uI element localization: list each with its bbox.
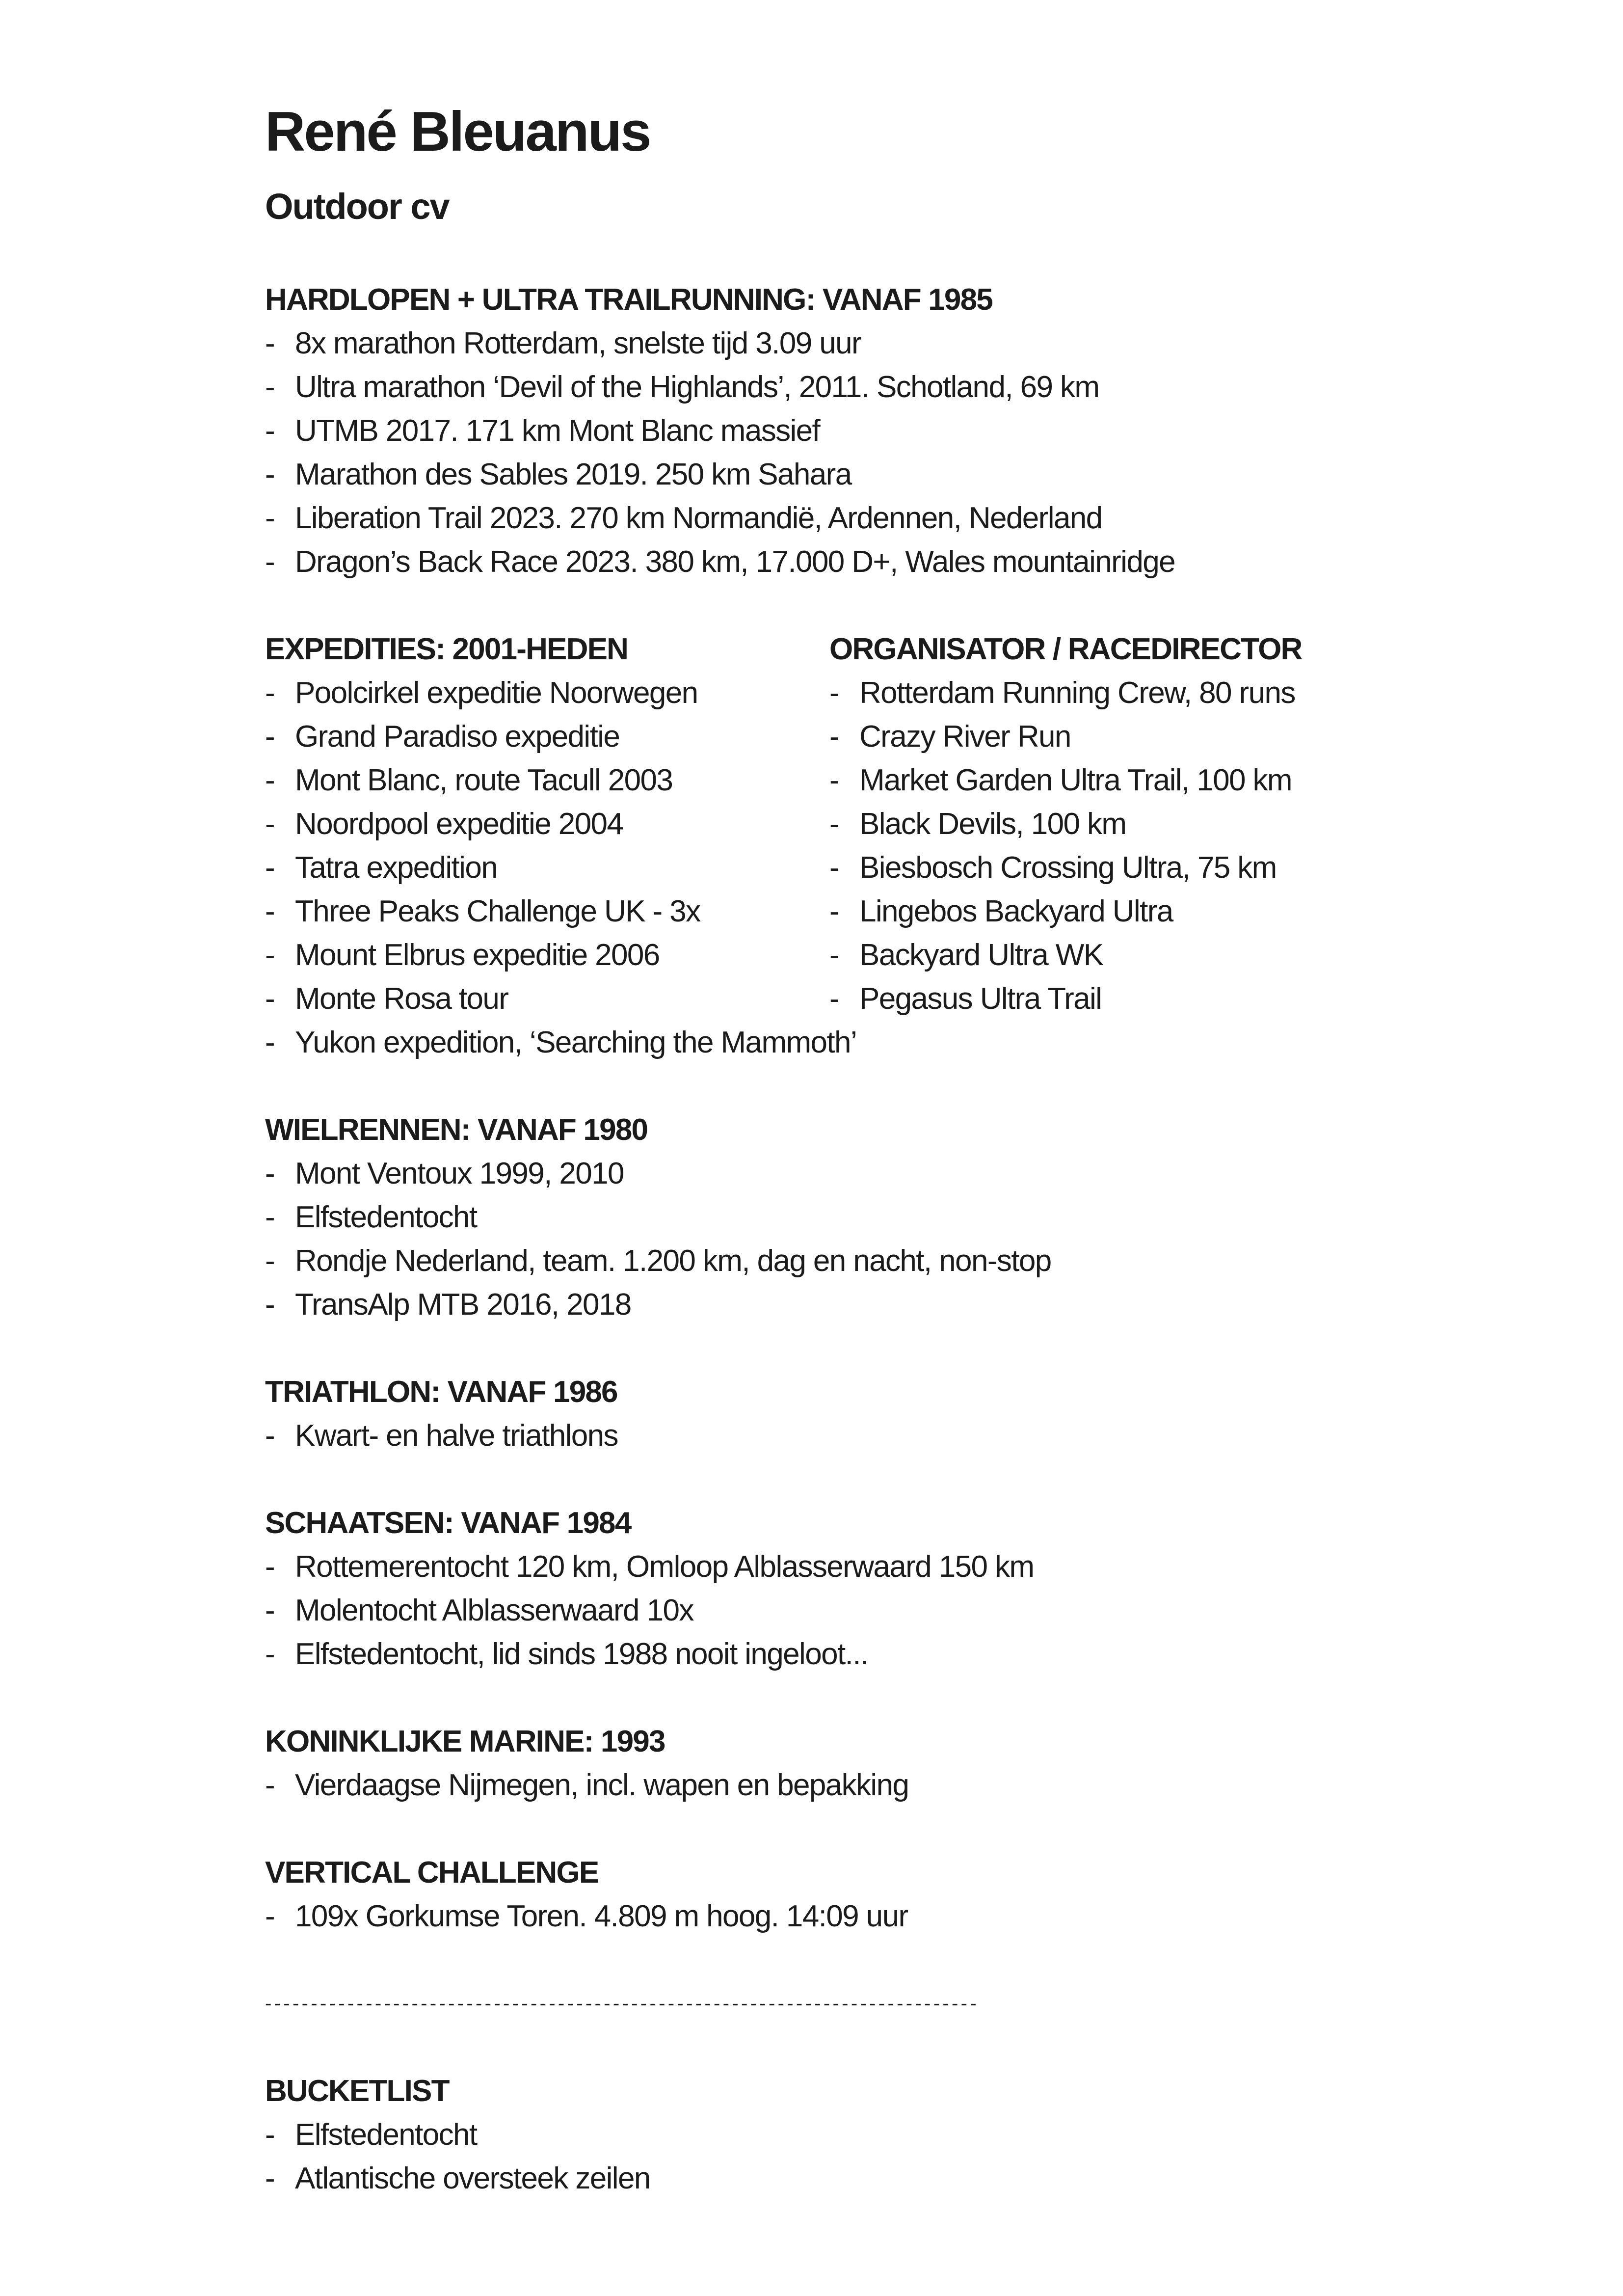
- section-schaatsen-item: [265, 1632, 868, 1676]
- section-wielrennen-heading: WIELRENNEN: VANAF 1980: [265, 1113, 648, 1147]
- section-expedities-heading: EXPEDITIES: 2001-HEDEN: [265, 632, 628, 666]
- section-expedities-item: [265, 1021, 857, 1064]
- list-item-text: Atlantische oversteek zeilen: [295, 2161, 650, 2195]
- section-koninklijke-marine-heading: KONINKLIJKE MARINE: 1993: [265, 1725, 665, 1758]
- bullet-dash: -: [265, 1288, 275, 1322]
- bullet-dash: -: [265, 370, 275, 404]
- section-schaatsen-item: [265, 1545, 1034, 1589]
- bullet-dash: -: [265, 1594, 275, 1627]
- bullet-dash: -: [265, 1768, 275, 1802]
- bullet-dash: -: [265, 458, 275, 491]
- bullet-dash: -: [265, 894, 275, 928]
- section-wielrennen-item: [265, 1195, 477, 1239]
- bullet-dash: -: [265, 326, 275, 360]
- list-item-text: UTMB 2017. 171 km Mont Blanc massief: [295, 414, 820, 448]
- list-item-text: Poolcirkel expeditie Noorwegen: [295, 676, 698, 710]
- bullet-dash: -: [829, 676, 839, 710]
- bullet-dash: -: [265, 763, 275, 797]
- list-item-text: Elfstedentocht: [295, 2118, 477, 2152]
- section-organisator-item: [829, 715, 1071, 758]
- bullet-dash: -: [265, 1244, 275, 1278]
- list-item-text: Yukon expedition, ‘Searching the Mammoth’: [295, 1026, 857, 1059]
- section-triathlon-heading: TRIATHLON: VANAF 1986: [265, 1375, 617, 1409]
- list-item-text: Pegasus Ultra Trail: [859, 982, 1102, 1016]
- bullet-dash: -: [265, 1419, 275, 1453]
- list-item-text: Monte Rosa tour: [295, 982, 508, 1016]
- list-item-text: Marathon des Sables 2019. 250 km Sahara: [295, 458, 851, 491]
- list-item-text: Kwart- en halve triathlons: [295, 1419, 618, 1453]
- section-vertical-challenge-item: [265, 1894, 908, 1938]
- bullet-dash: -: [829, 894, 839, 928]
- section-bucketlist-heading: BUCKETLIST: [265, 2074, 449, 2108]
- list-item-text: TransAlp MTB 2016, 2018: [295, 1288, 631, 1322]
- list-item-text: Rotterdam Running Crew, 80 runs: [859, 676, 1295, 710]
- page-subtitle: Outdoor cv: [265, 186, 449, 227]
- bullet-dash: -: [265, 851, 275, 885]
- bullet-dash: -: [265, 1157, 275, 1190]
- bullet-dash: -: [829, 763, 839, 797]
- list-item-text: Black Devils, 100 km: [859, 807, 1126, 841]
- section-hardlopen-item: [265, 409, 820, 453]
- section-hardlopen-item: [265, 322, 861, 365]
- section-expedities-item: [265, 802, 623, 846]
- bullet-dash: -: [265, 2161, 275, 2195]
- section-expedities-item: [265, 671, 698, 715]
- separator-line: ------------------------------------------------------------------------------: [265, 1993, 979, 2014]
- list-item-text: Ultra marathon ‘Devil of the Highlands’, 2011. Schotland, 69 km: [295, 370, 1099, 404]
- section-expedities-item: [265, 977, 508, 1021]
- bullet-dash: -: [265, 807, 275, 841]
- section-bucketlist-item: [265, 2157, 650, 2200]
- list-item-text: Vierdaagse Nijmegen, incl. wapen en bepakking: [295, 1768, 909, 1802]
- section-vertical-challenge-heading: VERTICAL CHALLENGE: [265, 1856, 599, 1890]
- bullet-dash: -: [265, 676, 275, 710]
- section-organisator-item: [829, 802, 1126, 846]
- bullet-dash: -: [829, 938, 839, 972]
- section-expedities-item: [265, 715, 620, 758]
- section-expedities-item: [265, 933, 660, 977]
- list-item-text: Backyard Ultra WK: [859, 938, 1103, 972]
- section-expedities-item: [265, 890, 700, 933]
- list-item-text: 109x Gorkumse Toren. 4.809 m hoog. 14:09 uur: [295, 1899, 908, 1933]
- section-expedities-item: [265, 758, 673, 802]
- list-item-text: Rondje Nederland, team. 1.200 km, dag en nacht, non-stop: [295, 1244, 1051, 1278]
- list-item-text: Biesbosch Crossing Ultra, 75 km: [859, 851, 1277, 885]
- section-organisator-item: [829, 890, 1173, 933]
- list-item-text: Market Garden Ultra Trail, 100 km: [859, 763, 1292, 797]
- list-item-text: Mount Elbrus expeditie 2006: [295, 938, 660, 972]
- bullet-dash: -: [265, 1026, 275, 1059]
- list-item-text: Liberation Trail 2023. 270 km Normandië, Ardennen, Nederland: [295, 501, 1102, 535]
- section-hardlopen-item: [265, 540, 1175, 584]
- bullet-dash: -: [265, 501, 275, 535]
- list-item-text: Elfstedentocht, lid sinds 1988 nooit ingeloot...: [295, 1637, 868, 1671]
- bullet-dash: -: [265, 1550, 275, 1584]
- list-item-text: 8x marathon Rotterdam, snelste tijd 3.09 uur: [295, 326, 861, 360]
- section-organisator-item: [829, 977, 1102, 1021]
- section-bucketlist-item: [265, 2113, 477, 2157]
- section-koninklijke-marine-item: [265, 1763, 909, 1807]
- bullet-dash: -: [265, 545, 275, 579]
- section-wielrennen-item: [265, 1152, 624, 1195]
- bullet-dash: -: [829, 807, 839, 841]
- list-item-text: Rottemerentocht 120 km, Omloop Alblasserwaard 150 km: [295, 1550, 1034, 1584]
- section-hardlopen-item: [265, 496, 1102, 540]
- section-organisator-item: [829, 671, 1295, 715]
- list-item-text: Mont Blanc, route Tacull 2003: [295, 763, 673, 797]
- bullet-dash: -: [265, 414, 275, 448]
- bullet-dash: -: [829, 851, 839, 885]
- page-title: René Bleuanus: [265, 101, 650, 163]
- section-wielrennen-item: [265, 1239, 1051, 1283]
- section-schaatsen-item: [265, 1589, 693, 1632]
- section-organisator-item: [829, 758, 1292, 802]
- list-item-text: Tatra expedition: [295, 851, 498, 885]
- section-organisator-item: [829, 933, 1103, 977]
- bullet-dash: -: [829, 720, 839, 754]
- section-organisator-item: [829, 846, 1277, 890]
- section-hardlopen-heading: HARDLOPEN + ULTRA TRAILRUNNING: VANAF 1985: [265, 283, 992, 317]
- list-item-text: Mont Ventoux 1999, 2010: [295, 1157, 624, 1190]
- section-hardlopen-item: [265, 365, 1099, 409]
- bullet-dash: -: [265, 1637, 275, 1671]
- list-item-text: Dragon’s Back Race 2023. 380 km, 17.000 D+, Wales mountainridge: [295, 545, 1175, 579]
- section-schaatsen-heading: SCHAATSEN: VANAF 1984: [265, 1506, 631, 1540]
- section-expedities-item: [265, 846, 498, 890]
- list-item-text: Lingebos Backyard Ultra: [859, 894, 1173, 928]
- section-hardlopen-item: [265, 453, 851, 496]
- bullet-dash: -: [265, 1899, 275, 1933]
- bullet-dash: -: [265, 1200, 275, 1234]
- section-wielrennen-item: [265, 1283, 631, 1326]
- list-item-text: Three Peaks Challenge UK - 3x: [295, 894, 700, 928]
- bullet-dash: -: [265, 982, 275, 1016]
- list-item-text: Molentocht Alblasserwaard 10x: [295, 1594, 693, 1627]
- list-item-text: Noordpool expeditie 2004: [295, 807, 623, 841]
- section-triathlon-item: [265, 1414, 618, 1458]
- list-item-text: Crazy River Run: [859, 720, 1071, 754]
- section-organisator-heading: ORGANISATOR / RACEDIRECTOR: [829, 632, 1302, 666]
- list-item-text: Elfstedentocht: [295, 1200, 477, 1234]
- bullet-dash: -: [265, 2118, 275, 2152]
- bullet-dash: -: [265, 938, 275, 972]
- bullet-dash: -: [829, 982, 839, 1016]
- bullet-dash: -: [265, 720, 275, 754]
- list-item-text: Grand Paradiso expeditie: [295, 720, 620, 754]
